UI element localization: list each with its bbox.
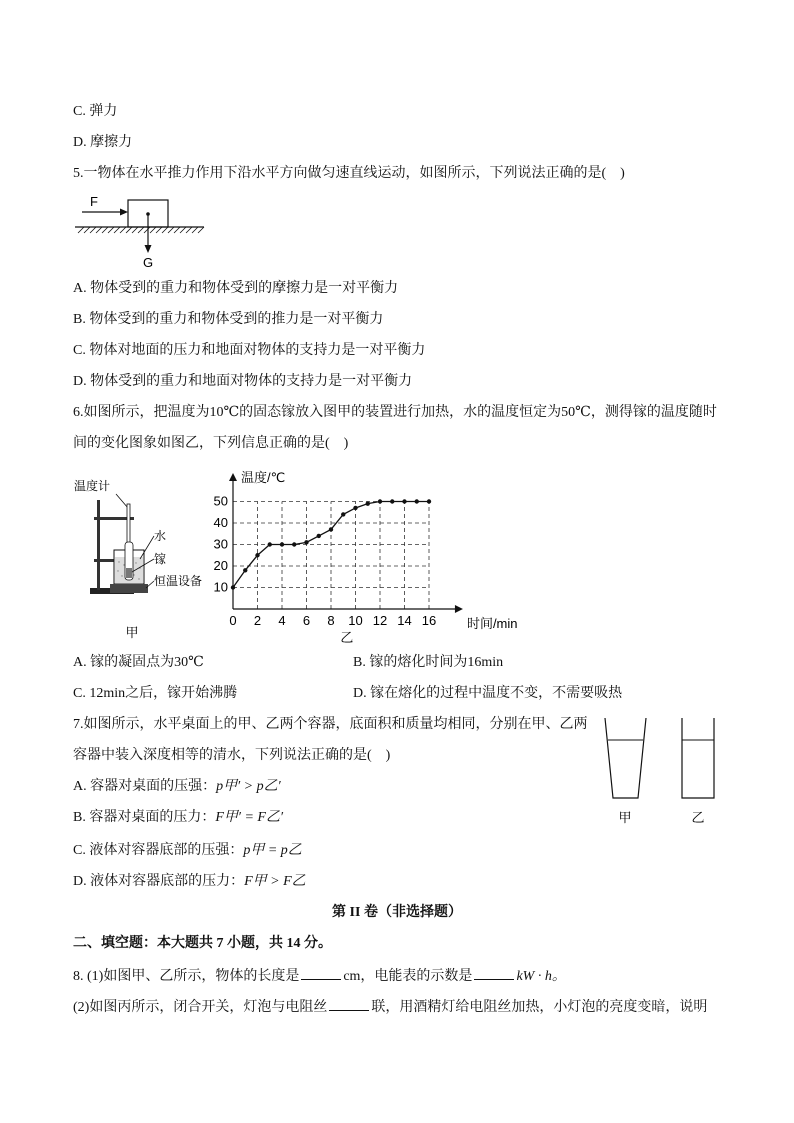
q5-option-d: D. 物体受到的重力和地面对物体的支持力是一对平衡力 — [73, 374, 413, 389]
q5-option-c: C. 物体对地面的压力和地面对物体的支持力是一对平衡力 — [73, 343, 426, 358]
q4-option-d: D. 摩擦力 — [73, 135, 133, 150]
data-point — [341, 512, 345, 516]
container-label-yi: 乙 — [691, 810, 705, 825]
q7-option-a-text: A. 容器对桌面的压强： — [73, 779, 217, 794]
y-tick-label: 40 — [213, 515, 228, 530]
q7-stem-line1: 7.如图所示，水平桌面上的甲、乙两个容器，底面积和质量均相同，分别在甲、乙两 — [73, 717, 588, 732]
x-tick-label: 8 — [327, 613, 335, 628]
q6-option-b: B. 镓的熔化时间为16min — [353, 655, 504, 670]
q6-stem-line1: 6.如图所示，把温度为10℃的固态镓放入图甲的装置进行加热，水的温度恒定为50℃，测得镓的温度随时 — [73, 405, 717, 420]
y-tick-label: 50 — [213, 493, 228, 509]
heater-label: 恒温设备 — [154, 574, 203, 588]
data-point — [353, 506, 357, 510]
x-tick-label: 6 — [302, 613, 311, 628]
y-tick-label: 10 — [213, 579, 228, 595]
q8-part2-text-b: 联，用酒精灯给电阻丝加热，小灯泡的亮度变暗，说明 — [371, 1000, 708, 1015]
data-point — [390, 499, 394, 503]
data-point — [378, 499, 382, 503]
q8-length-blank[interactable] — [301, 966, 341, 980]
x-axis-arrow — [455, 605, 463, 613]
data-point — [317, 534, 321, 538]
x-tick-label: 2 — [253, 613, 262, 628]
q6-option-d: D. 镓在熔化的过程中温度不变，不需要吸热 — [353, 686, 623, 701]
water-label: 水 — [154, 529, 167, 543]
q7-option-b-text: B. 容器对桌面的压力： — [73, 810, 216, 825]
apparatus-caption: 甲 — [125, 625, 139, 640]
y-tick-label: 20 — [213, 558, 228, 573]
data-point — [280, 542, 284, 546]
q5-option-a: A. 物体受到的重力和物体受到的摩擦力是一对平衡力 — [73, 281, 399, 296]
x-tick-label: 4 — [278, 613, 286, 628]
q7-option-a — [73, 778, 281, 796]
q6-temperature-chart — [205, 462, 525, 644]
q8-part1-text-a: 8. (1)如图甲、乙所示，物体的长度是 — [73, 969, 300, 984]
q7-option-b-formula: F甲′ = F乙′ — [215, 810, 284, 825]
gravity-label-g: G — [142, 255, 154, 270]
part2-title: 第 II 卷（非选择题） — [332, 905, 462, 920]
q5-stem: 5.一物体在水平推力作用下沿水平方向做匀速直线运动，如图所示，下列说法正确的是( ) — [73, 166, 625, 181]
x-tick-label: 14 — [397, 613, 412, 628]
q8-part1 — [73, 966, 566, 986]
thermometer-label: 温度计 — [74, 479, 111, 493]
data-point — [231, 585, 235, 589]
q7-containers-figure — [598, 714, 728, 830]
q7-option-d-formula: F甲 > F乙 — [244, 874, 306, 889]
data-point — [366, 501, 370, 505]
data-point — [304, 540, 308, 544]
y-tick-label: 30 — [213, 536, 228, 552]
x-axis-label: 时间/min — [466, 616, 518, 631]
q6-option-a: A. 镓的凝固点为30℃ — [73, 655, 204, 670]
chart-caption: 乙 — [340, 630, 354, 644]
data-point — [329, 527, 333, 531]
q7-option-d — [73, 873, 306, 891]
q8-part2 — [73, 997, 707, 1017]
data-point — [268, 542, 272, 546]
q7-option-c-formula: p甲 = p乙 — [243, 843, 302, 858]
q8-part1-text-b: cm，电能表的示数是 — [343, 969, 473, 984]
data-point — [292, 542, 296, 546]
x-tick-label: 0 — [229, 613, 237, 628]
q5-force-diagram — [70, 192, 210, 272]
y-axis-label: 温度/℃ — [241, 470, 286, 485]
data-point — [415, 499, 419, 503]
q7-option-c — [73, 842, 302, 860]
q6-option-c: C. 12min之后，镓开始沸腾 — [73, 686, 238, 701]
q7-option-b — [73, 809, 283, 827]
data-point — [427, 499, 431, 503]
q7-option-c-text: C. 液体对容器底部的压强： — [73, 843, 244, 858]
data-point — [255, 553, 259, 557]
q6-apparatus-figure — [70, 472, 220, 642]
q8-meter-blank[interactable] — [474, 966, 514, 980]
q8-part1-text-c: kW · h。 — [516, 969, 566, 984]
container-label-jia: 甲 — [618, 810, 632, 825]
force-label-f: F — [90, 194, 98, 209]
q7-option-a-formula: p甲′ > p乙′ — [216, 779, 281, 794]
data-point — [402, 499, 406, 503]
q7-option-d-text: D. 液体对容器底部的压力： — [73, 874, 245, 889]
q8-circuit-blank[interactable] — [329, 997, 369, 1011]
q6-stem-line2: 间的变化图象如图乙，下列信息正确的是( ) — [73, 436, 349, 451]
data-point — [243, 568, 247, 572]
part2-section-heading: 二、填空题：本大题共 7 小题，共 14 分。 — [73, 936, 332, 951]
q4-option-c: C. 弹力 — [73, 104, 118, 119]
q8-part2-text-a: (2)如图丙所示，闭合开关，灯泡与电阻丝 — [73, 1000, 328, 1015]
x-tick-label: 16 — [421, 613, 437, 628]
gallium-label: 镓 — [154, 552, 167, 566]
x-tick-label: 10 — [348, 613, 363, 628]
x-tick-label: 12 — [372, 613, 388, 628]
y-axis-arrow — [229, 473, 237, 481]
q7-stem-line2: 容器中装入深度相等的清水，下列说法正确的是( ) — [73, 748, 391, 763]
q5-option-b: B. 物体受到的重力和物体受到的推力是一对平衡力 — [73, 312, 384, 327]
